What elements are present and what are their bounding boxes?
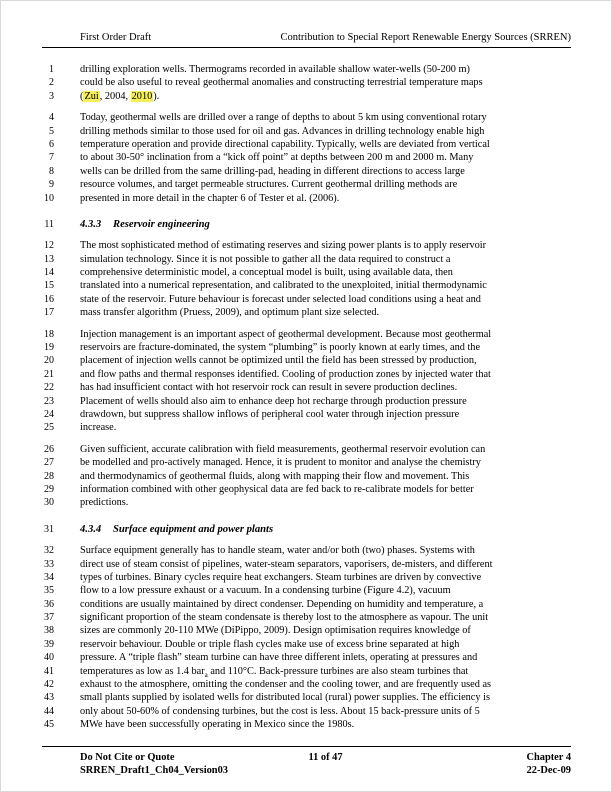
text-line: [42, 665, 581, 678]
footer-chapter: Chapter 4: [526, 752, 572, 763]
line-number: 31: [44, 523, 54, 535]
line-text: translated into a numerical representation, and calibrated to the unexploited, initial thermodynamic: [80, 280, 487, 292]
text-line: [42, 381, 581, 394]
text-line: [42, 165, 581, 178]
line-text: mass transfer algorithm (Pruess, 2009), and optimum plant size selected.: [80, 307, 380, 319]
line-number: 17: [44, 307, 54, 319]
line-number: 37: [44, 612, 54, 624]
line-text: pressure. A “triple flash” steam turbine can have three different inlets, operating at pressures and: [80, 652, 478, 664]
line-number: 21: [44, 368, 54, 380]
line-text: [80, 90, 159, 103]
line-number: 24: [44, 408, 54, 420]
highlighted-text: Zui: [84, 90, 99, 102]
line-text: small plants supplied by isolated wells for distributed local (rural) power supplies. The efficiency is: [80, 692, 490, 704]
line-text: drilling exploration wells. Thermograms recorded in available shallow water-wells (50-200 m): [80, 64, 470, 75]
text-line: [42, 266, 581, 279]
line-number: 38: [44, 625, 54, 637]
page-header: [42, 32, 571, 48]
text-line: [42, 279, 581, 292]
line-number: 43: [44, 692, 54, 704]
line-number: 7: [49, 152, 54, 164]
line-text: comprehensive deterministic model, a conceptual model is built, using available data, then: [80, 267, 453, 279]
line-text: increase.: [80, 422, 117, 434]
line-text: presented in more detail in the chapter 6 of Tester et al. (2006).: [80, 192, 340, 204]
line-text: The most sophisticated method of estimating reserves and sizing power plants is to apply reservoir: [80, 240, 487, 252]
text-line: [42, 395, 581, 408]
line-number: 22: [44, 382, 54, 394]
line-number: 39: [44, 638, 54, 650]
footer-filename: SRREN_Draft1_Ch04_Version03: [80, 765, 228, 776]
subscript-text: a: [204, 670, 208, 679]
text-line: [42, 651, 581, 664]
line-text: exhaust to the atmosphere, omitting the condenser and the cooling tower, and are frequently used as: [80, 679, 492, 691]
text-line: [42, 341, 581, 354]
text-line: [42, 571, 581, 584]
text-line: [42, 253, 581, 266]
paragraph-block: [42, 239, 581, 319]
line-number: 15: [44, 280, 54, 292]
paragraph-block: [42, 328, 581, 435]
line-text: to about 30-50° inclination from a “kick off point” at depths between 200 m and 2000 m. Many: [80, 152, 474, 164]
line-text-segment: , 2004,: [99, 90, 131, 102]
line-number: 44: [44, 705, 54, 717]
text-line: [42, 368, 581, 381]
line-number: 23: [44, 395, 54, 407]
text-line: [42, 76, 581, 89]
line-text: state of the reservoir. Future behaviour is forecast under selected load conditions using a heat and: [80, 293, 481, 305]
line-text: be modelled and pro-actively managed. Hence, it is prudent to monitor and analyse the chemistry: [80, 457, 481, 469]
line-number: 32: [44, 545, 54, 557]
line-text: placement of injection wells cannot be optimized until the field has been stressed by production,: [80, 355, 477, 367]
text-line: [42, 218, 581, 231]
paragraph-block: [42, 443, 581, 510]
text-line: [42, 611, 581, 624]
line-number: 13: [44, 253, 54, 265]
text-line: [42, 328, 581, 341]
page-footer: [42, 746, 571, 777]
line-number: 16: [44, 293, 54, 305]
line-number: 36: [44, 598, 54, 610]
header-report-title: Contribution to Special Report Renewable Energy Sources (SRREN): [280, 32, 571, 43]
text-line: [42, 63, 581, 76]
text-line: [42, 151, 581, 164]
footer-row-2: [42, 764, 571, 777]
line-text: MWe have been successfully operating in Mexico since the 1980s.: [80, 719, 355, 731]
text-line: [42, 483, 581, 496]
paragraph-block: [42, 63, 581, 103]
footer-page-number: 11 of 47: [308, 752, 343, 763]
line-text-segment: and 110°C. Back-pressure turbines are also steam turbines that: [207, 665, 469, 677]
line-text: has had insufficient contact with hot reservoir rock can result in severe production declines.: [80, 382, 458, 394]
line-text: predictions.: [80, 497, 129, 509]
heading-title: Surface equipment and power plants: [113, 523, 274, 535]
line-text: Injection management is an important aspect of geothermal development. Because most geothermal: [80, 328, 492, 340]
line-text: temperature operation and provide directional capability. Typically, wells are deviated from vertical: [80, 138, 490, 150]
line-number: 28: [44, 470, 54, 482]
text-line: [42, 293, 581, 306]
line-text: sizes are commonly 20-110 MWe (DiPippo, 2009). Design optimisation requires knowledge of: [80, 625, 471, 637]
text-line: [42, 558, 581, 571]
text-line: [42, 125, 581, 138]
line-text: Today, geothermal wells are drilled over a range of depths to about 5 km using conventional rotary: [80, 112, 487, 124]
line-number: 8: [49, 165, 54, 177]
line-number: 41: [44, 665, 54, 677]
line-number: 3: [49, 90, 54, 102]
section-heading: [80, 523, 273, 536]
line-number: 1: [49, 64, 54, 75]
text-line: [42, 239, 581, 252]
text-line: [42, 111, 581, 124]
highlighted-text: 2010: [131, 90, 153, 102]
text-line: [42, 456, 581, 469]
line-number: 34: [44, 571, 54, 583]
line-text: wells can be drilled from the same drilling-pad, heading in different directions to access large: [80, 165, 465, 177]
line-text: Placement of wells should also aim to enhance deep hot recharge through production pressure: [80, 395, 467, 407]
line-number: 27: [44, 457, 54, 469]
line-number: 9: [49, 179, 54, 191]
line-number: 6: [49, 138, 54, 150]
line-text: conditions are usually maintained by direct condenser. Depending on humidity and temperature, a: [80, 598, 484, 610]
line-text-segment: (: [80, 90, 84, 102]
line-number: 11: [44, 218, 54, 230]
text-line: [42, 705, 581, 718]
line-number: 2: [49, 77, 54, 89]
footer-do-not-cite: Do Not Cite or Quote: [80, 752, 175, 763]
footer-rule: [42, 746, 571, 747]
line-number: 25: [44, 422, 54, 434]
line-text: direct use of steam consist of pipelines, water-steam separators, vaporisers, de-misters, and different: [80, 558, 493, 570]
line-text: Surface equipment generally has to handle steam, water and/or both (two) phases. Systems with: [80, 545, 475, 557]
line-text: flow to a low pressure exhaust or a vacuum. In a condensing turbine (Figure 4.2), vacuum: [80, 585, 451, 597]
heading-number: 4.3.4: [80, 523, 102, 535]
line-text: information combined with other geophysical data are fed back to re-calibrate models for better: [80, 483, 474, 495]
text-line: [42, 354, 581, 367]
text-line: [42, 598, 581, 611]
line-text-segment: ).: [153, 90, 160, 102]
text-line: [42, 443, 581, 456]
line-number: 30: [44, 497, 54, 509]
page-header-row: [42, 32, 571, 47]
text-line: [42, 523, 581, 536]
line-number: 18: [44, 328, 54, 340]
line-number: 29: [44, 483, 54, 495]
text-line: [42, 90, 581, 103]
text-line: [42, 544, 581, 557]
line-number: 19: [44, 342, 54, 354]
text-line: [42, 408, 581, 421]
text-line: [42, 718, 581, 731]
line-number: 35: [44, 585, 54, 597]
line-text: [80, 665, 468, 678]
text-line: [42, 624, 581, 637]
line-number: 20: [44, 355, 54, 367]
line-text: simulation technology. Since it is not possible to gather all the data required to construct a: [80, 253, 451, 265]
text-line: [42, 691, 581, 704]
line-text: resource volumes, and target permeable structures. Current geothermal drilling methods are: [80, 179, 458, 191]
section-heading-block: [42, 523, 581, 536]
line-text: only about 50-60% of condensing turbines, but the cost is less. About 15 back-pressure units of 5: [80, 705, 480, 717]
line-text: could be also useful to reveal geothermal anomalies and constructing terrestrial temperature maps: [80, 77, 483, 89]
line-text: reservoirs are fracture-dominated, the system “plumbing” is poorly known at early times, and the: [80, 342, 481, 354]
line-number: 4: [49, 112, 54, 124]
line-number: 5: [49, 125, 54, 137]
line-number: 45: [44, 719, 54, 731]
line-text: types of turbines. Binary cycles require heat exchangers. Steam turbines are driven by convective: [80, 571, 482, 583]
line-number: 26: [44, 443, 54, 455]
text-line: [42, 584, 581, 597]
paragraph-block: [42, 544, 581, 731]
text-line: [42, 678, 581, 691]
footer-date: 22-Dec-09: [526, 765, 571, 776]
line-text: significant proportion of the steam condensate is thereby lost to the atmosphere as vapour. The unit: [80, 612, 489, 624]
line-number: 33: [44, 558, 54, 570]
line-text: drilling methods similar to those used for oil and gas. Advances in drilling technology enable high: [80, 125, 485, 137]
text-line: [42, 192, 581, 205]
text-line: [42, 496, 581, 509]
text-line: [42, 138, 581, 151]
line-text: and flow paths and thermal responses identified. Cooling of production zones by injected water that: [80, 368, 491, 380]
line-text-segment: temperatures as low as 1.4 bar: [80, 665, 205, 677]
line-number: 42: [44, 679, 54, 691]
text-line: [42, 638, 581, 651]
line-number: 10: [44, 192, 54, 204]
line-number: 12: [44, 240, 54, 252]
text-line: [42, 178, 581, 191]
section-heading-block: [42, 218, 581, 231]
heading-title: Reservoir engineering: [113, 218, 210, 230]
text-line: [42, 470, 581, 483]
heading-number: 4.3.3: [80, 218, 102, 230]
line-text: Given sufficient, accurate calibration with field measurements, geothermal reservoir evolution can: [80, 443, 486, 455]
header-draft-label: First Order Draft: [80, 32, 152, 43]
text-line: [42, 306, 581, 319]
line-text: and thermodynamics of geothermal fluids, along with mapping their flow and movement. This: [80, 470, 470, 482]
body-lines: [42, 63, 581, 732]
line-number: 40: [44, 652, 54, 664]
paragraph-block: [42, 111, 581, 205]
footer-row-1: [42, 751, 571, 764]
section-heading: [80, 218, 210, 231]
line-number: 14: [44, 267, 54, 279]
line-text: drawdown, but suppress shallow inflows of peripheral cool water through injection pressure: [80, 408, 460, 420]
line-text: reservoir behaviour. Double or triple flash cycles make use of excess brine separated at high: [80, 638, 460, 650]
text-line: [42, 421, 581, 434]
